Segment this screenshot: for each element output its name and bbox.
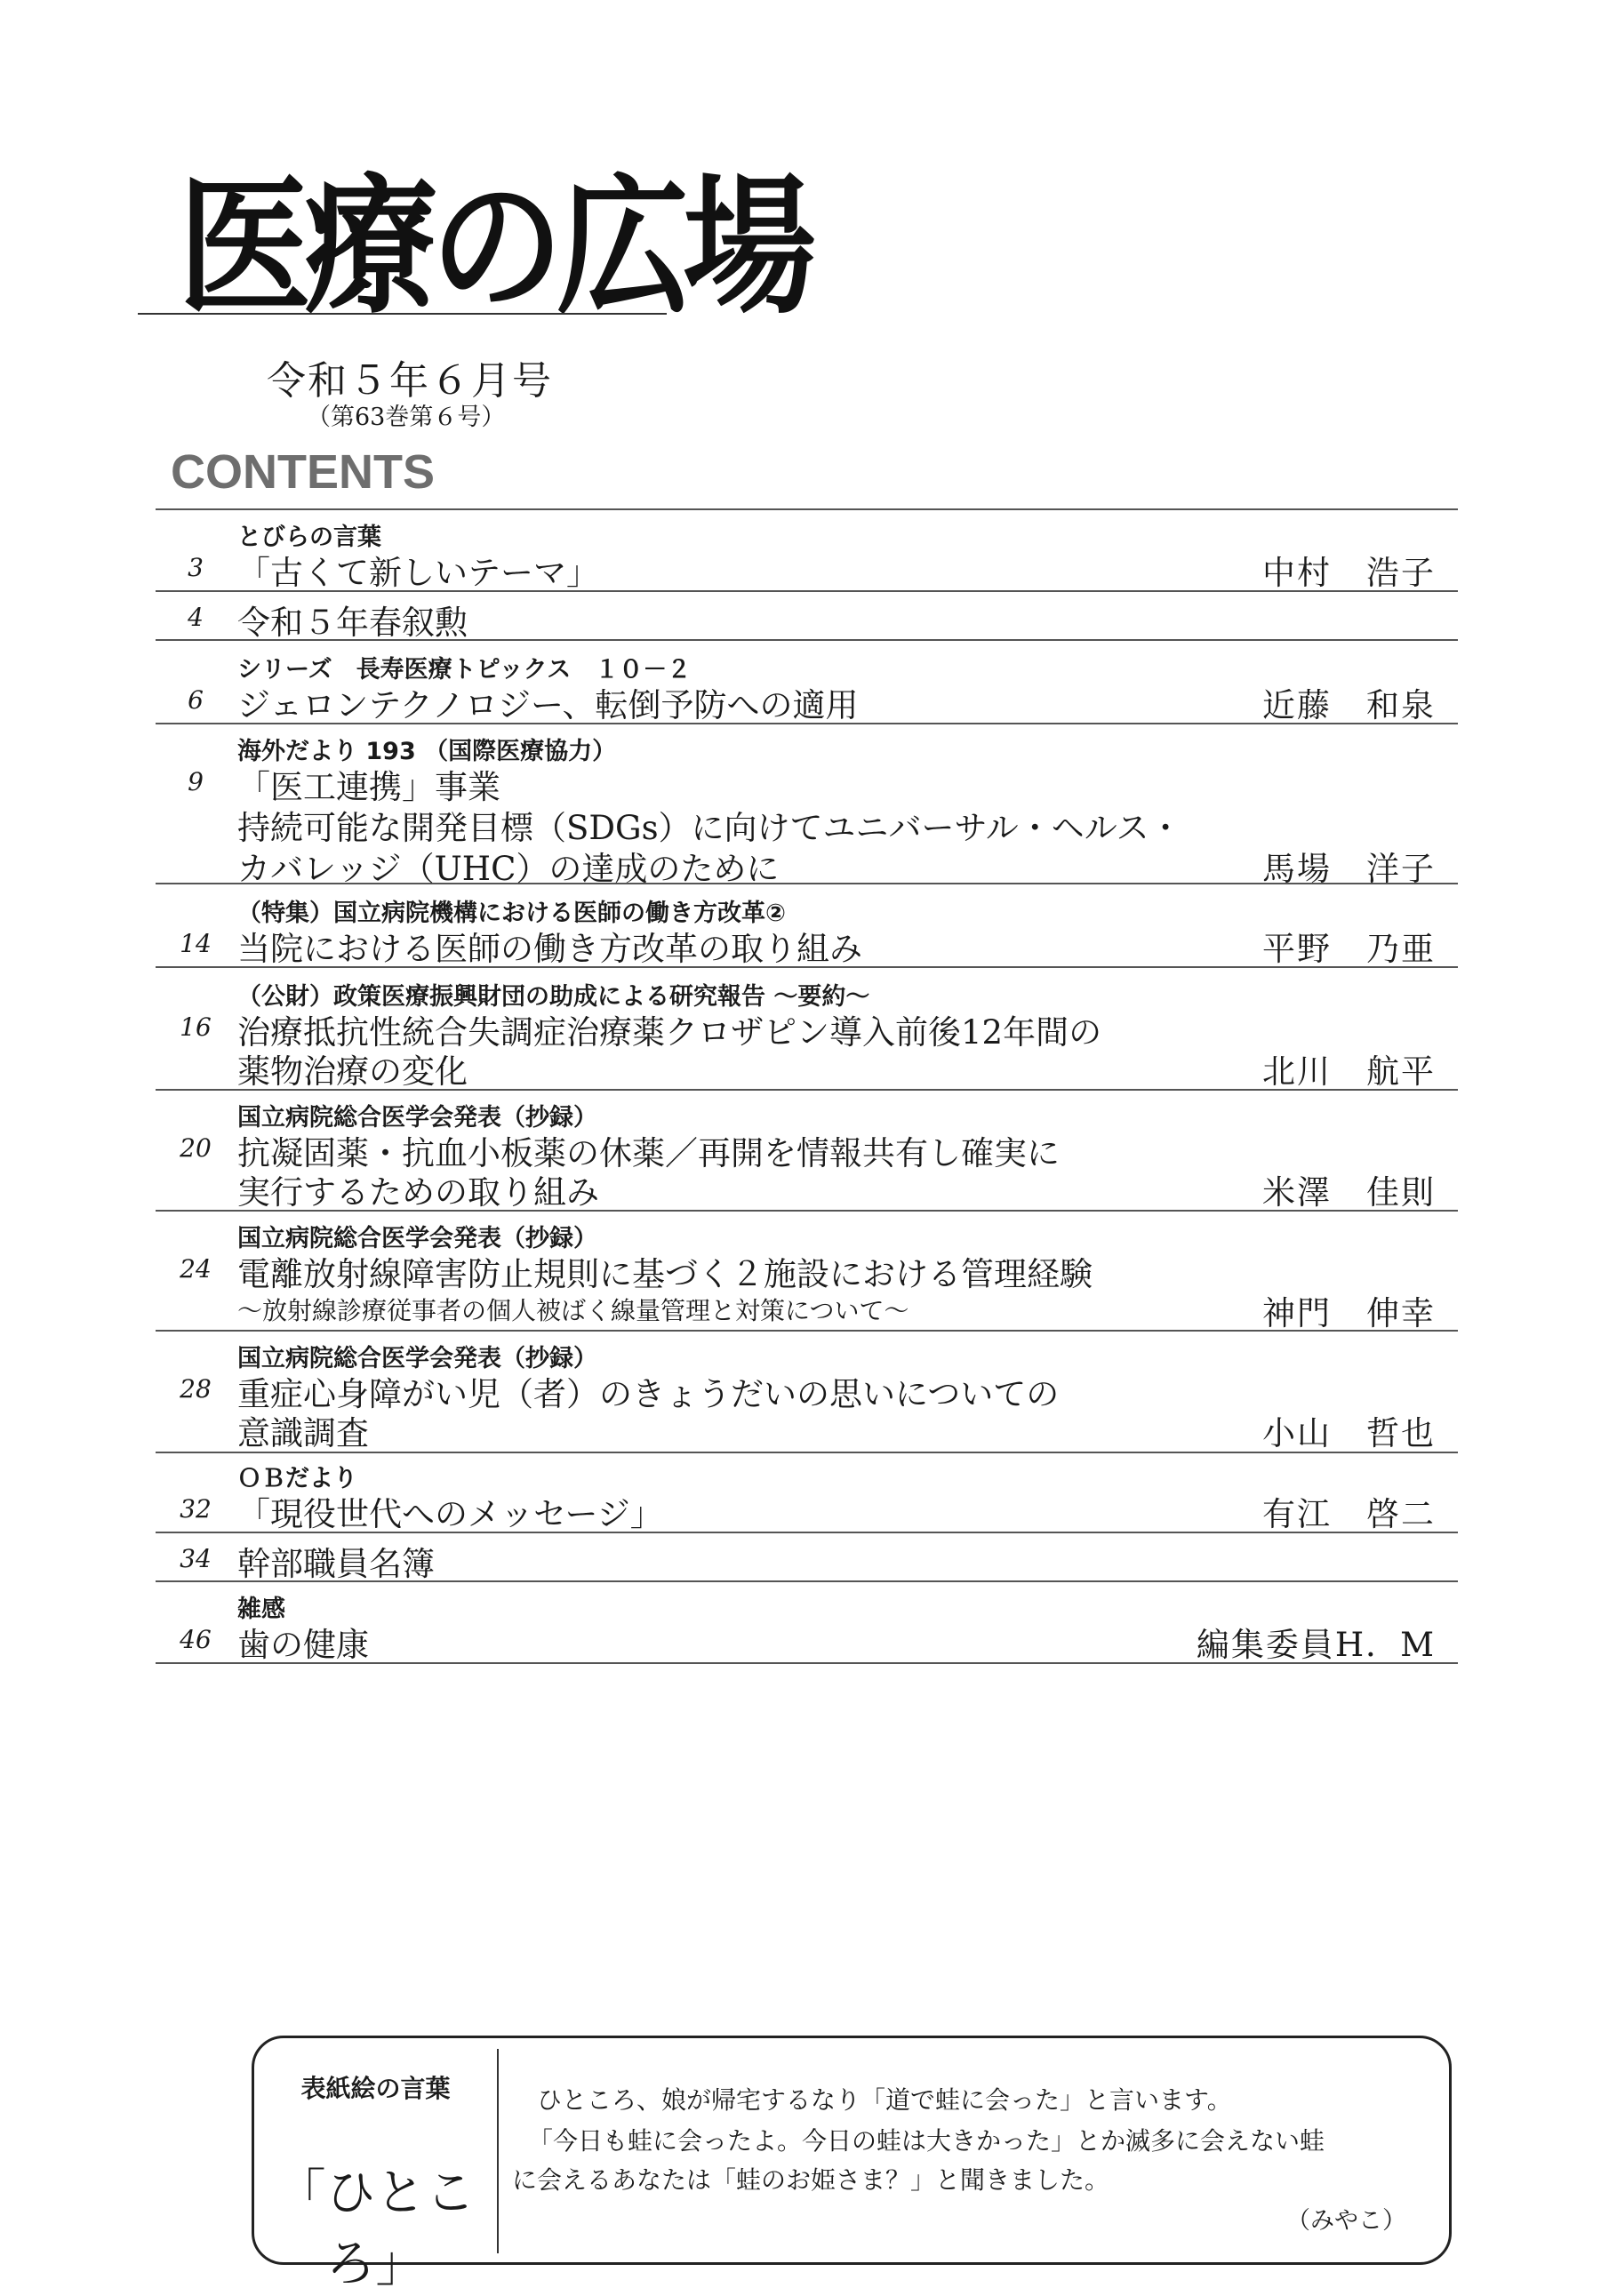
toc-author: 馬場 洋子 — [1262, 850, 1436, 888]
toc-title[interactable]: ジェロンテクノロジー、転倒予防への適用 — [237, 686, 859, 724]
toc-page-number: 32 — [180, 1494, 212, 1524]
toc-subtitle: ～放射線診療従事者の個人被ばく線量管理と対策について～ — [237, 1296, 909, 1325]
toc-entry[interactable] — [156, 884, 1458, 968]
toc-page-number: 9 — [188, 767, 204, 796]
toc-entry[interactable] — [156, 1453, 1458, 1533]
toc-author: 平野 乃亜 — [1262, 930, 1436, 968]
toc-category: 海外だより 193 （国際医療協力） — [237, 738, 617, 765]
toc-title-line: 持続可能な開発目標（SDGs）に向けてユニバーサル・ヘルス・ — [237, 809, 1182, 847]
toc-entry[interactable] — [156, 1332, 1458, 1453]
toc-author: 近藤 和泉 — [1262, 686, 1436, 724]
toc-page-number: 46 — [180, 1625, 212, 1654]
toc-page-number: 16 — [180, 1012, 212, 1042]
toc-entry[interactable] — [156, 641, 1458, 724]
toc-title-line: 意識調査 — [237, 1414, 369, 1452]
cover-art-box — [252, 2036, 1452, 2293]
toc-title-line: 薬物治療の変化 — [237, 1052, 468, 1091]
toc-page-number: 6 — [188, 685, 204, 715]
issue-volume: （第63巻第６号） — [307, 404, 506, 431]
toc-page-number: 24 — [180, 1254, 212, 1284]
cover-box-title: 「ひところ」 — [276, 2164, 476, 2293]
toc-page-number: 4 — [188, 603, 204, 632]
toc-title[interactable]: 歯の健康 — [237, 1626, 369, 1664]
toc-entry[interactable] — [156, 592, 1458, 641]
toc-page-number: 28 — [180, 1374, 212, 1404]
cover-text-line: 「今日も蛙に会ったよ。今日の蛙は大きかった」とか滅多に会えない蛙 — [528, 2126, 1325, 2156]
issue-date: 令和５年６月号 — [267, 358, 553, 404]
toc-page-number: 34 — [180, 1544, 212, 1573]
toc-author: 神門 伸幸 — [1262, 1294, 1436, 1332]
toc-entry[interactable] — [156, 1533, 1458, 1582]
toc-entry[interactable] — [156, 968, 1458, 1091]
toc-title[interactable]: 幹部職員名簿 — [237, 1545, 435, 1583]
toc-entry[interactable] — [156, 1091, 1458, 1212]
masthead-rule — [138, 313, 667, 315]
cover-text-line: ひところ、娘が帰宅するなり「道で蛙に会った」と言います。 — [537, 2085, 1232, 2115]
contents-heading: CONTENTS — [171, 445, 435, 499]
toc-entry[interactable] — [156, 510, 1458, 592]
toc-category: ＯＢだより — [237, 1465, 357, 1492]
toc-title[interactable]: 重症心身障がい児（者）のきょうだいの思いについての — [237, 1375, 1060, 1413]
toc-title[interactable]: 電離放射線障害防止規則に基づく２施設における管理経験 — [237, 1255, 1093, 1293]
toc-entry[interactable] — [156, 1582, 1458, 1664]
toc-category: シリーズ 長寿医療トピックス １０－２ — [237, 656, 692, 684]
toc-title[interactable]: 「古くて新しいテーマ」 — [237, 554, 599, 592]
toc-page-number: 20 — [180, 1133, 212, 1163]
toc-page-number: 14 — [180, 929, 212, 958]
toc-title[interactable]: 治療抵抗性統合失調症治療薬クロザピン導入前後12年間の — [237, 1013, 1102, 1052]
cover-text-line: に会えるあなたは「蛙のお姫さま？」と聞きました。 — [512, 2165, 1110, 2195]
cover-box-label: 表紙絵の言葉 — [300, 2074, 451, 2103]
toc-author: 米澤 佳則 — [1262, 1173, 1436, 1212]
toc-category: （特集）国立病院機構における医師の働き方改革② — [237, 900, 786, 927]
magazine-title: 医療の広場 — [178, 161, 810, 335]
toc-author: 有江 啓二 — [1262, 1495, 1436, 1533]
toc-category: 国立病院総合医学会発表（抄録） — [237, 1225, 597, 1252]
toc-entry[interactable] — [156, 724, 1458, 888]
cover-box-divider — [497, 2049, 499, 2253]
toc-category: 雑感 — [237, 1596, 285, 1623]
toc-page-number: 3 — [188, 553, 204, 582]
toc-title[interactable]: 抗凝固薬・抗血小板薬の休薬／再開を情報共有し確実に — [237, 1134, 1060, 1172]
toc-category: （公財）政策医療振興財団の助成による研究報告 ～要約～ — [237, 983, 870, 1011]
toc-author: 小山 哲也 — [1262, 1414, 1436, 1452]
cover-box-signature: （みやこ） — [1286, 2207, 1406, 2235]
toc-author: 北川 航平 — [1262, 1052, 1436, 1091]
toc-category: 国立病院総合医学会発表（抄録） — [237, 1104, 597, 1132]
toc-title[interactable]: 当院における医師の働き方改革の取り組み — [237, 930, 862, 968]
toc-title-line: カバレッジ（UHC）の達成のために — [237, 850, 780, 888]
toc-category: 国立病院総合医学会発表（抄録） — [237, 1345, 597, 1372]
table-of-contents — [156, 508, 1458, 1664]
toc-category: とびらの言葉 — [237, 524, 381, 551]
toc-title[interactable]: 「医工連携」事業 — [237, 768, 500, 806]
toc-entry[interactable] — [156, 1212, 1458, 1332]
toc-author: 中村 浩子 — [1262, 554, 1436, 592]
toc-author: 編集委員H．M — [1196, 1626, 1436, 1664]
toc-title[interactable]: 「現役世代へのメッセージ」 — [237, 1495, 663, 1533]
toc-title-line: 実行するための取り組み — [237, 1173, 599, 1212]
toc-title[interactable]: 令和５年春叙勲 — [237, 604, 468, 642]
